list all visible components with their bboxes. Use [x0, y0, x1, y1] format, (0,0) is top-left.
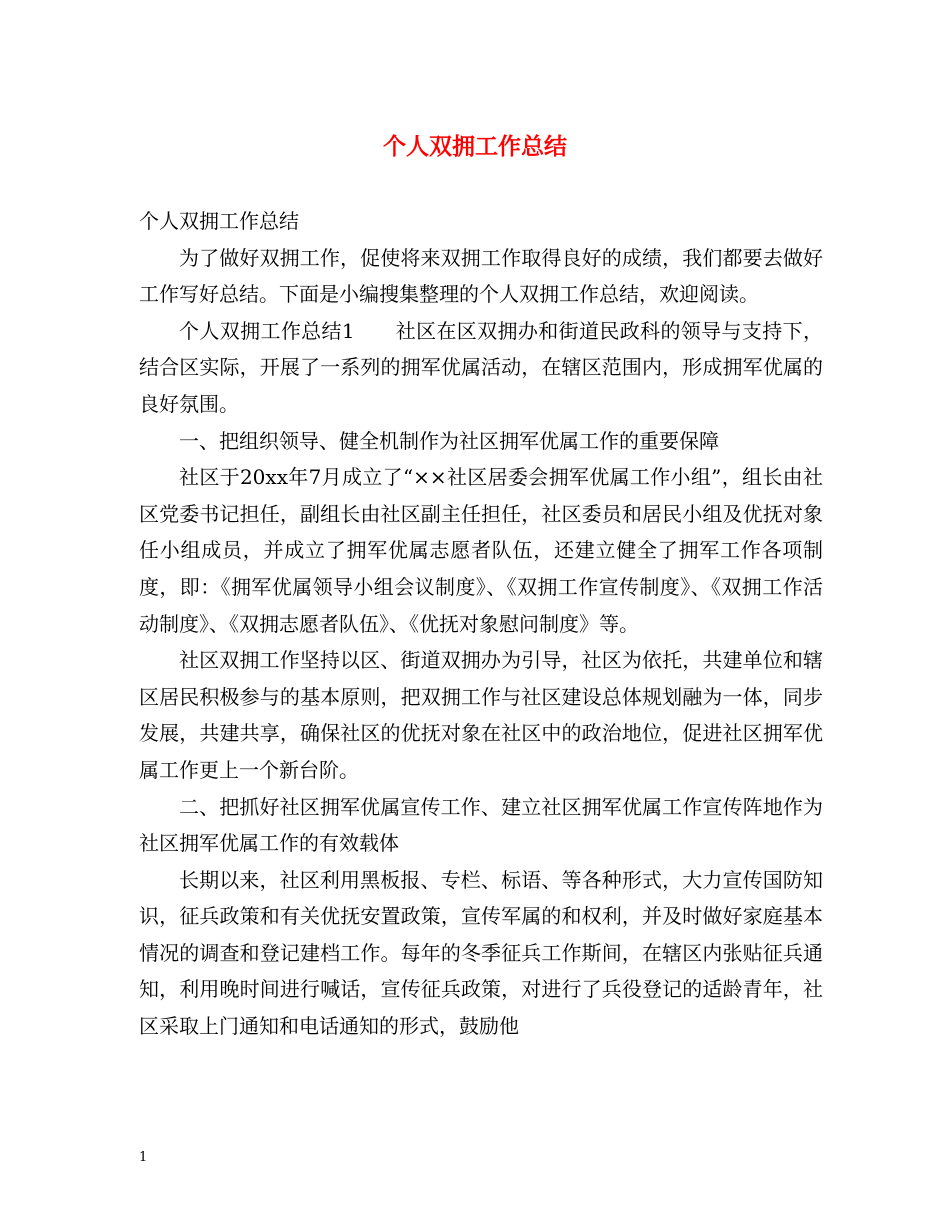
page-number: 1 — [139, 1150, 148, 1165]
body-paragraph: 社区于20xx年7月成立了“××社区居委会拥军优属工作小组”，组长由社区党委书记担任，副组长由社区副主任担任，社区委员和居民小组及优抚对象任小组成员，并成立了拥军优属志愿者队伍，还建立健全了拥军工作各项制度，即：《拥军优属领导小组会议制度》、《双拥工作宣传制度》、《双拥工作活动制度》、《双拥志愿者队伍》、《优抚对象慰问制度》等。 — [139, 465, 823, 636]
document-body — [139, 203, 823, 1045]
body-paragraph: 个人双拥工作总结1 社区在区双拥办和街道民政科的领导与支持下，结合区实际，开展了一系列的拥军优属活动，在辖区范围内，形成拥军优属的良好氛围。 — [139, 318, 823, 416]
body-paragraph: 为了做好双拥工作，促使将来双拥工作取得良好的成绩，我们都要去做好工作写好总结。下面是小编搜集整理的个人双拥工作总结，欢迎阅读。 — [139, 245, 823, 307]
body-heading: 个人双拥工作总结 — [139, 209, 299, 233]
section-heading: 二、把抓好社区拥军优属宣传工作、建立社区拥军优属工作宣传阵地作为社区拥军优属工作的有效载体 — [139, 794, 823, 856]
body-paragraph: 长期以来，社区利用黑板报、专栏、标语、等各种形式，大力宣传国防知识，征兵政策和有关优抚安置政策，宣传军属的和权利，并及时做好家庭基本情况的调查和登记建档工作。每年的冬季征兵工作斯间，在辖区内张贴征兵通知，利用晚时间进行喊话，宣传征兵政策，对进行了兵役登记的适龄青年，社区采取上门通知和电话通知的形式，鼓励他 — [139, 867, 823, 1039]
section-heading: 一、把组织领导、健全机制作为社区拥军优属工作的重要保障 — [179, 428, 719, 453]
body-paragraph: 社区双拥工作坚持以区、街道双拥办为引导，社区为依托，共建单位和辖区居民积极参与的基本原则，把双拥工作与社区建设总体规划融为一体，同步发展，共建共享，确保社区的优抚对象在社区中的政治地位，促进社区拥军优属工作更上一个新台阶。 — [139, 648, 823, 782]
document-title: 个人双拥工作总结 — [383, 133, 567, 160]
